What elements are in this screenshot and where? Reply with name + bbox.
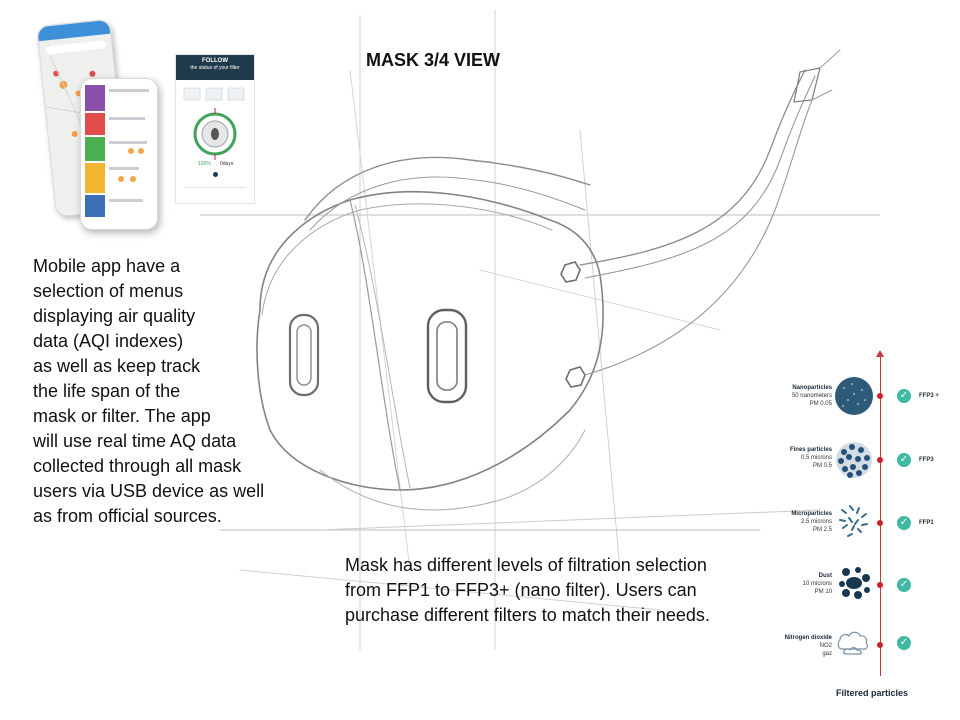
particle-pm: PM 2.5 [812, 527, 832, 533]
check-icon: ✓ [897, 453, 911, 467]
check-icon: ✓ [897, 389, 911, 403]
toggle-dot-icon [213, 172, 218, 177]
filter-status-header [176, 55, 254, 80]
filter-description: Mask has different levels of filtration selection from FFP1 to FFP3+ (nano filter). Users can purchase different filters to match their needs. [345, 555, 710, 625]
app-description: Mobile app have a selection of menus displaying air quality data (AQI indexes) as well as keep track the life span of the mask or filter. The app will use real time AQ data collected through all mask users via USB device as well as from official sources. [33, 256, 265, 526]
phone-filter-status-screenshot [175, 54, 255, 204]
particles-legend [752, 350, 960, 710]
gas-cloud-icon [834, 622, 874, 662]
axis-dot-icon [877, 457, 883, 463]
mask-gauge-icon [176, 80, 254, 180]
microparticle-blob-icon [834, 500, 874, 540]
particle-row [752, 440, 960, 500]
aqi-list-icon [81, 79, 157, 229]
filter-class: FFP3 [919, 457, 934, 463]
axis-dot-icon [877, 642, 883, 648]
phone-aqi-screenshot [80, 78, 158, 230]
particle-row [752, 562, 960, 622]
axis-dot-icon [877, 582, 883, 588]
check-icon: ✓ [897, 578, 911, 592]
particle-label [752, 572, 832, 596]
check-icon: ✓ [897, 516, 911, 530]
particle-size: 2.5 microns [800, 519, 832, 525]
axis-dot-icon [877, 393, 883, 399]
particle-label [752, 384, 832, 408]
filter-header-line2: the status of your filter [190, 65, 240, 71]
particle-row [752, 500, 960, 560]
particles-footer: Filtered particles [836, 688, 909, 698]
fine-particle-blob-icon [834, 440, 874, 480]
particle-name: Nitrogen dioxide [784, 635, 832, 641]
particle-name: Microparticles [791, 511, 832, 517]
filter-percent: 100% [198, 161, 211, 167]
check-icon: ✓ [897, 636, 911, 650]
filter-header-line1: FOLLOW [202, 58, 228, 64]
dust-blob-icon [834, 562, 874, 602]
particle-size: 50 nanometers [791, 393, 832, 399]
divider [184, 187, 246, 188]
particle-row [752, 622, 960, 682]
particle-pm: PM 0.5 [812, 463, 832, 469]
particle-row [752, 374, 960, 434]
particle-name: Dust [818, 573, 832, 579]
filter-days: 0days [220, 161, 234, 167]
particle-name: Nanoparticles [792, 385, 832, 391]
particle-size: NO2 [819, 643, 832, 649]
particle-size: 0.5 microns [800, 455, 832, 461]
page-title: MASK 3/4 VIEW [366, 50, 501, 70]
axis-dot-icon [877, 520, 883, 526]
particle-pm: PM 10 [814, 589, 832, 595]
filter-class: FFP3 + [919, 393, 939, 399]
particle-label [752, 510, 832, 534]
particle-pm: gaz [822, 651, 832, 657]
particle-pm: PM 0.05 [809, 401, 832, 407]
nanoparticle-blob-icon [834, 376, 874, 416]
particle-label [752, 446, 832, 470]
particle-size: 10 microns [802, 581, 832, 587]
filter-class: FFP1 [919, 520, 934, 526]
particle-label [752, 634, 832, 658]
particle-name: Fines particles [789, 447, 832, 453]
